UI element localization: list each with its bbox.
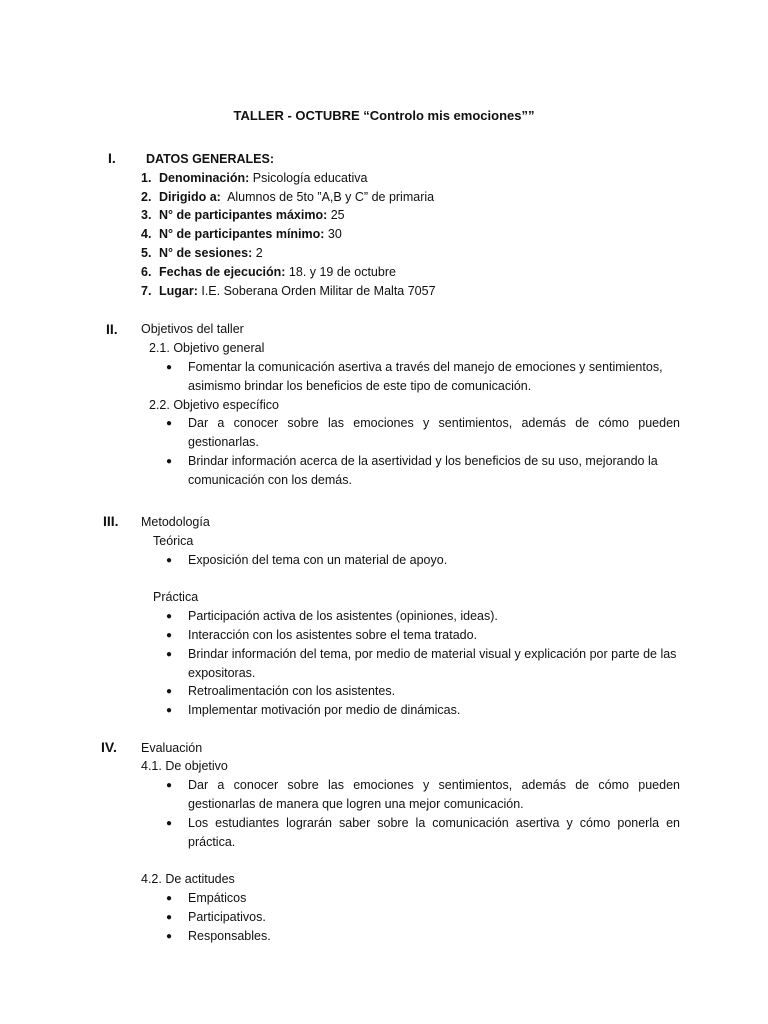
bullet: ● — [166, 912, 173, 923]
paragraph-line: comunicación con los demás. — [188, 473, 352, 487]
bullet: ● — [166, 649, 173, 660]
paragraph-line: Dar a conocer sobre las emociones y sentimientos, además de cómo pueden — [188, 778, 680, 792]
bullet: ● — [166, 893, 173, 904]
list-number: 7. — [141, 284, 152, 298]
paragraph-line: asimismo brindar los beneficios de este tipo de comunicación. — [188, 379, 532, 393]
bullet: ● — [166, 418, 173, 429]
list-number: 3. — [141, 208, 152, 222]
field-value: I.E. Soberana Orden Militar de Malta 7057 — [197, 284, 436, 298]
list-item — [141, 284, 436, 298]
section-1-heading: DATOS GENERALES: — [146, 152, 275, 166]
field-label: Dirigido a: — [159, 190, 221, 204]
section-4-heading: Evaluación — [141, 741, 203, 755]
list-number: 5. — [141, 246, 152, 260]
list-number: 1. — [141, 171, 152, 185]
field-value: 25 — [327, 208, 345, 222]
subsection-heading: Práctica — [153, 590, 199, 604]
subsection-heading: 2.2. Objetivo específico — [149, 398, 279, 412]
list-item — [141, 208, 345, 222]
list-number: 4. — [141, 227, 152, 241]
list-item — [141, 246, 263, 260]
field-value: 2 — [252, 246, 263, 260]
field-label: N° de participantes máximo: — [159, 208, 328, 222]
list-item — [141, 265, 396, 279]
subsection-heading: 4.2. De actitudes — [141, 872, 235, 886]
paragraph-line: Interacción con los asistentes sobre el tema tratado. — [188, 628, 478, 642]
paragraph-line: gestionarlas de manera que logren una mejor comunicación. — [188, 797, 524, 811]
field-label: Lugar: — [159, 284, 198, 298]
field-value: Psicología educativa — [249, 171, 368, 185]
bullet: ● — [166, 818, 173, 829]
bullet: ● — [166, 456, 173, 467]
list-item — [141, 171, 367, 185]
section-1-number: I. — [108, 150, 116, 166]
field-label: N° de participantes mínimo: — [159, 227, 325, 241]
paragraph-line: Fomentar la comunicación asertiva a través del manejo de emociones y sentimientos, — [188, 360, 663, 374]
paragraph-line: práctica. — [188, 835, 236, 849]
list-number: 2. — [141, 190, 152, 204]
paragraph-line: Dar a conocer sobre las emociones y sentimientos, además de cómo pueden — [188, 416, 680, 430]
section-2-number: II. — [106, 321, 118, 337]
bullet: ● — [166, 611, 173, 622]
paragraph-line: Brindar información acerca de la asertividad y los beneficios de su uso, mejorando la — [188, 454, 658, 468]
list-item — [141, 190, 434, 204]
subsection-heading: 4.1. De objetivo — [141, 759, 228, 773]
paragraph-line: Responsables. — [188, 929, 271, 943]
paragraph-line: Participativos. — [188, 910, 266, 924]
document-title: TALLER - OCTUBRE “Controlo mis emociones”” — [233, 108, 535, 123]
field-value: 18. y 19 de octubre — [285, 265, 396, 279]
section-4-number: IV. — [101, 739, 117, 755]
paragraph-line: expositoras. — [188, 666, 256, 680]
field-label: N° de sesiones: — [159, 246, 253, 260]
paragraph-line: gestionarlas. — [188, 435, 259, 449]
section-3-heading: Metodología — [141, 515, 210, 529]
paragraph-line: Implementar motivación por medio de dinámicas. — [188, 703, 461, 717]
paragraph-line: Exposición del tema con un material de apoyo. — [188, 553, 448, 567]
bullet: ● — [166, 780, 173, 791]
paragraph-line: Empáticos — [188, 891, 247, 905]
list-number: 6. — [141, 265, 152, 279]
subsection-heading: 2.1. Objetivo general — [149, 341, 265, 355]
paragraph-line: Retroalimentación con los asistentes. — [188, 684, 396, 698]
field-label: Fechas de ejecución: — [159, 265, 286, 279]
paragraph-line: Brindar información del tema, por medio de material visual y explicación por parte de las — [188, 647, 677, 661]
subsection-heading: Teórica — [153, 534, 194, 548]
bullet: ● — [166, 630, 173, 641]
paragraph-line: Los estudiantes lograrán saber sobre la comunicación asertiva y cómo ponerla en — [188, 816, 680, 830]
field-value: 30 — [324, 227, 342, 241]
bullet: ● — [166, 686, 173, 697]
field-label: Denominación: — [159, 171, 250, 185]
bullet: ● — [166, 555, 173, 566]
list-item — [141, 227, 342, 241]
bullet: ● — [166, 931, 173, 942]
paragraph-line: Participación activa de los asistentes (opiniones, ideas). — [188, 609, 498, 623]
section-2-heading: Objetivos del taller — [141, 322, 244, 336]
field-value: Alumnos de 5to ”A,B y C” de primaria — [220, 190, 435, 204]
bullet: ● — [166, 705, 173, 716]
bullet: ● — [166, 362, 173, 373]
section-3-number: III. — [103, 513, 119, 529]
